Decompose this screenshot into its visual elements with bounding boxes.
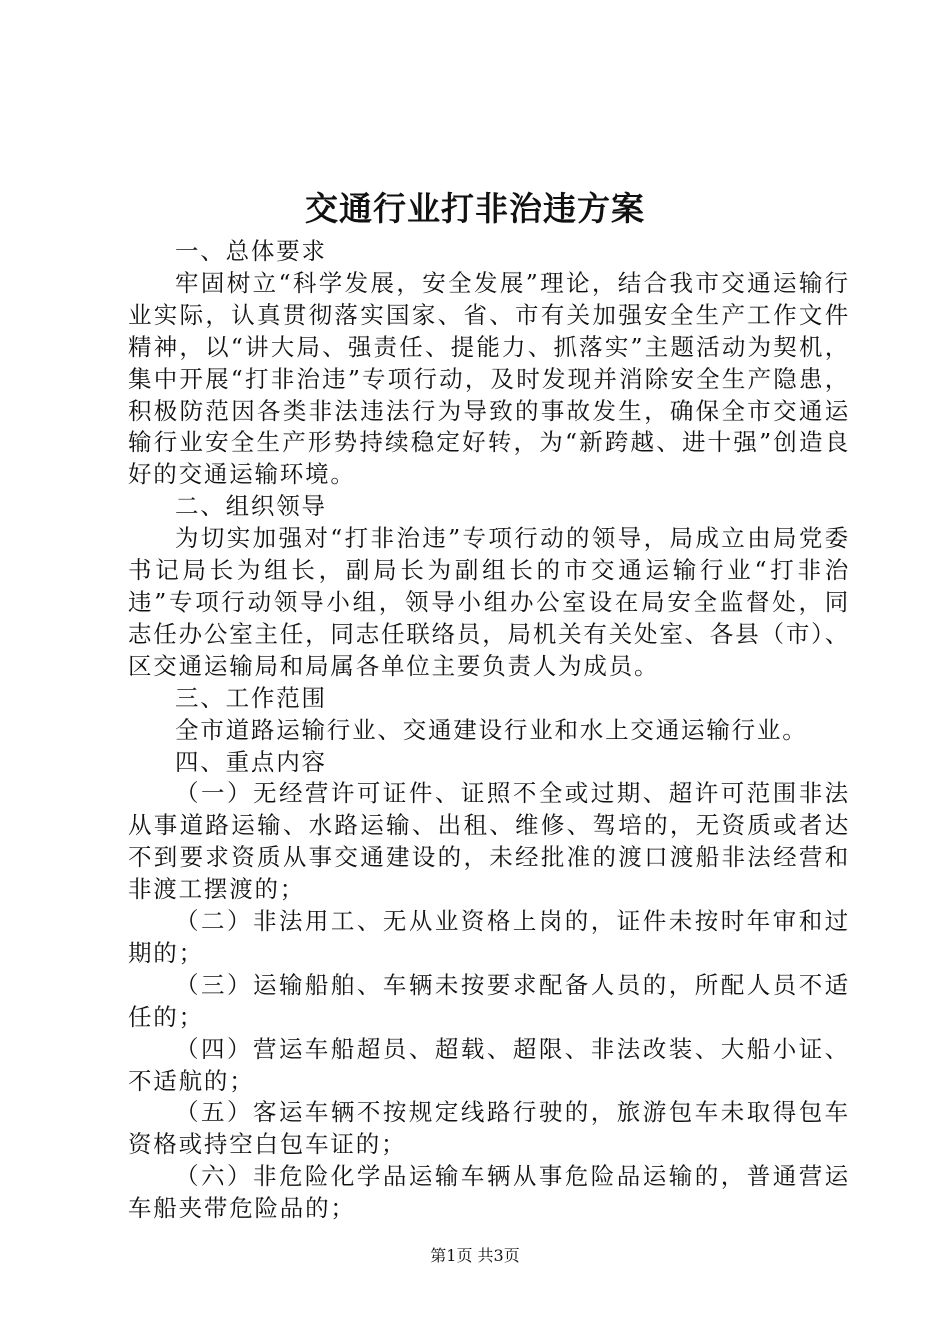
section-heading-general-requirements: 一、总体要求 <box>175 237 327 265</box>
section-heading-organization: 二、组织领导 <box>175 492 327 521</box>
section-heading-key-content: 四、重点内容 <box>175 747 327 776</box>
document-body <box>128 236 850 1225</box>
page-footer: 第1页 共3页 <box>430 1246 520 1265</box>
key-content-item-5: （五）客运车辆不按规定线路行驶的，旅游包车未取得包车资格或持空白包车证的； <box>128 1098 850 1159</box>
key-content-item-1: （一）无经营许可证件、证照不全或过期、超许可范围非法从事道路运输、水路运输、出租、维修、驾培的，无资质或者达不到要求资质从事交通建设的，未经批准的渡口渡船非法经营和非渡工摆渡的； <box>128 779 850 904</box>
paragraph-scope: 全市道路运输行业、交通建设行业和水上交通运输行业。 <box>175 715 808 744</box>
key-content-item-4: （四）营运车船超员、超载、超限、非法改装、大船小证、不适航的； <box>128 1034 850 1095</box>
paragraph-general-requirements: 牢固树立“科学发展，安全发展”理论，结合我市交通运输行业实际，认真贯彻落实国家、省、市有关加强安全生产工作文件精神，以“讲大局、强责任、提能力、抓落实”主题活动为契机，集中开展“打非治违”专项行动，及时发现并消除安全生产隐患，积极防范因各类非法违法行为导致的事故发生，确保全市交通运输行业安全生产形势持续稳定好转，为“新跨越、进十强”创造良好的交通运输环境。 <box>128 268 850 489</box>
section-heading-scope: 三、工作范围 <box>175 683 327 712</box>
key-content-item-3: （三）运输船舶、车辆未按要求配备人员的，所配人员不适任的； <box>128 970 850 1031</box>
key-content-item-2: （二）非法用工、无从业资格上岗的，证件未按时年审和过期的； <box>128 907 850 967</box>
paragraph-organization: 为切实加强对“打非治违”专项行动的领导，局成立由局党委书记局长为组长，副局长为副组长的市交通运输行业“打非治违”专项行动领导小组，领导小组办公室设在局安全监督处，同志任办公室主任，同志任联络员，局机关有关处室、各县（市）、区交通运输局和局属各单位主要负责人为成员。 <box>128 524 850 680</box>
document-title: 交通行业打非治违方案 <box>305 189 645 228</box>
key-content-item-6: （六）非危险化学品运输车辆从事危险品运输的，普通营运车船夹带危险品的； <box>128 1162 850 1223</box>
